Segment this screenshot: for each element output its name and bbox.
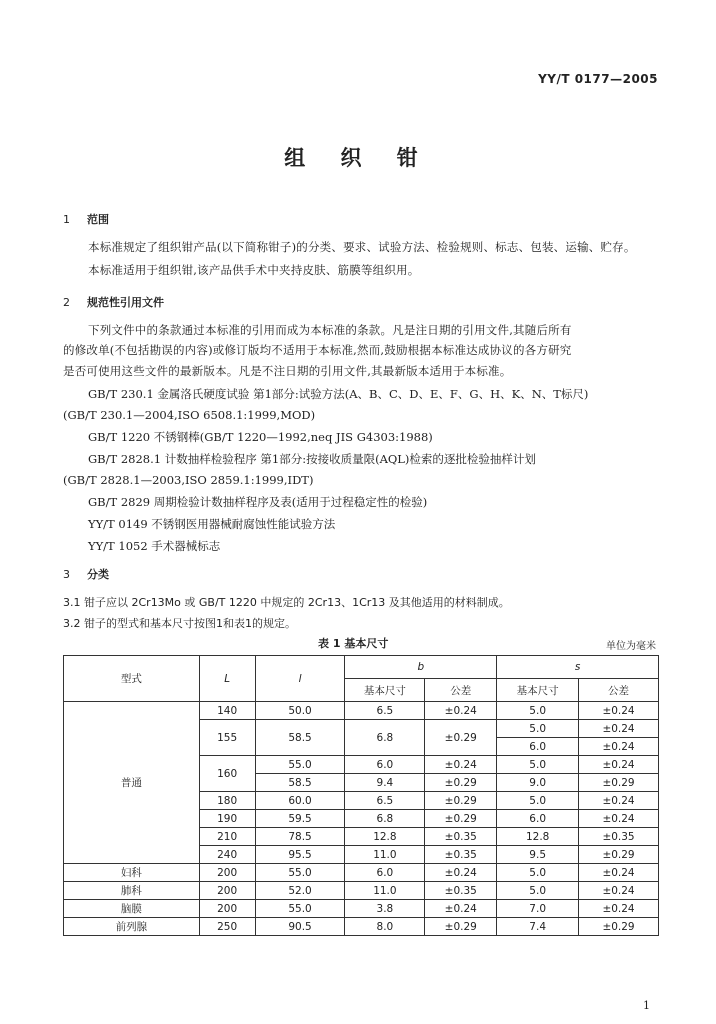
- type-cell: 普通: [64, 702, 200, 864]
- s-tol-cell: ±0.29: [579, 918, 659, 936]
- section-1-para-2: 本标准适用于组织钳,该产品供手术中夹持皮肤、筋膜等组织用。: [88, 263, 420, 277]
- L-cell: 200: [199, 864, 255, 882]
- s-tol-cell: ±0.24: [579, 738, 659, 756]
- s-tol-cell: ±0.24: [579, 864, 659, 882]
- b-tol-cell: ±0.24: [425, 702, 497, 720]
- b-basic-cell: 11.0: [345, 882, 425, 900]
- type-cell: 脑膜: [64, 900, 200, 918]
- section-2-heading: [63, 296, 164, 310]
- section-3-title: 分类: [87, 568, 109, 581]
- l-cell: 58.5: [255, 774, 345, 792]
- reference-item: GB/T 2828.1 计数抽样检验程序 第1部分:按接收质量限(AQL)检索的逐批检验抽样计划: [88, 452, 536, 466]
- b-tol-cell: ±0.35: [425, 882, 497, 900]
- L-cell: 140: [199, 702, 255, 720]
- L-cell: 210: [199, 828, 255, 846]
- clause-3-2: 3.2 钳子的型式和基本尺寸按图1和表1的规定。: [63, 617, 296, 630]
- b-tol-cell: ±0.24: [425, 756, 497, 774]
- l-cell: 55.0: [255, 756, 345, 774]
- b-tol-cell: ±0.35: [425, 846, 497, 864]
- reference-item: (GB/T 2828.1—2003,ISO 2859.1:1999,IDT): [63, 473, 314, 487]
- b-basic-cell: 12.8: [345, 828, 425, 846]
- s-basic-cell: 6.0: [497, 810, 579, 828]
- b-tol-cell: ±0.29: [425, 810, 497, 828]
- L-cell: 200: [199, 900, 255, 918]
- s-basic-cell: 12.8: [497, 828, 579, 846]
- L-cell: 200: [199, 882, 255, 900]
- type-cell: 妇科: [64, 864, 200, 882]
- header-s-basic: 基本尺寸: [497, 679, 579, 702]
- document-title: 组 织 钳: [284, 146, 432, 170]
- b-basic-cell: 8.0: [345, 918, 425, 936]
- s-tol-cell: ±0.29: [579, 774, 659, 792]
- s-basic-cell: 5.0: [497, 702, 579, 720]
- l-cell: 55.0: [255, 864, 345, 882]
- table-row: [64, 900, 659, 918]
- l-cell: 90.5: [255, 918, 345, 936]
- header-L: L: [199, 656, 255, 702]
- header-s-tolerance: 公差: [579, 679, 659, 702]
- s-basic-cell: 5.0: [497, 720, 579, 738]
- s-tol-cell: ±0.35: [579, 828, 659, 846]
- b-basic-cell: 11.0: [345, 846, 425, 864]
- s-tol-cell: ±0.24: [579, 756, 659, 774]
- l-cell: 78.5: [255, 828, 345, 846]
- table-row: [64, 864, 659, 882]
- section-2-title: 规范性引用文件: [87, 296, 164, 309]
- s-basic-cell: 5.0: [497, 756, 579, 774]
- header-b-tolerance: 公差: [425, 679, 497, 702]
- b-tol-cell: ±0.24: [425, 864, 497, 882]
- header-b-basic: 基本尺寸: [345, 679, 425, 702]
- s-basic-cell: 5.0: [497, 882, 579, 900]
- b-tol-cell: ±0.24: [425, 900, 497, 918]
- L-cell: 190: [199, 810, 255, 828]
- reference-item: GB/T 2829 周期检验计数抽样程序及表(适用于过程稳定性的检验): [88, 495, 428, 509]
- l-cell: 50.0: [255, 702, 345, 720]
- header-b: b: [345, 656, 497, 679]
- b-basic-cell: 6.0: [345, 864, 425, 882]
- section-1-number: 1: [63, 213, 70, 226]
- section-2-para-line-1: 下列文件中的条款通过本标准的引用而成为本标准的条款。凡是注日期的引用文件,其随后所有: [88, 323, 572, 337]
- L-cell: 180: [199, 792, 255, 810]
- L-cell: 155: [199, 720, 255, 756]
- s-basic-cell: 9.5: [497, 846, 579, 864]
- b-basic-cell: 3.8: [345, 900, 425, 918]
- table-row: [64, 918, 659, 936]
- section-3-number: 3: [63, 568, 70, 581]
- section-2-para-line-3: 是否可使用这些文件的最新版本。凡是不注日期的引用文件,其最新版本适用于本标准。: [63, 364, 512, 378]
- b-tol-cell: ±0.29: [425, 774, 497, 792]
- section-1-title: 范围: [87, 213, 109, 226]
- basic-dimensions-table: [63, 655, 659, 936]
- l-cell: 59.5: [255, 810, 345, 828]
- header-type: 型式: [64, 656, 200, 702]
- s-tol-cell: ±0.24: [579, 882, 659, 900]
- s-tol-cell: ±0.24: [579, 702, 659, 720]
- b-basic-cell: 9.4: [345, 774, 425, 792]
- s-basic-cell: 7.4: [497, 918, 579, 936]
- b-tol-cell: ±0.29: [425, 792, 497, 810]
- table-row: [64, 882, 659, 900]
- b-basic-cell: 6.8: [345, 810, 425, 828]
- l-cell: 60.0: [255, 792, 345, 810]
- reference-item: YY/T 1052 手术器械标志: [88, 539, 221, 553]
- standard-code: YY/T 0177—2005: [538, 72, 658, 86]
- b-basic-cell: 6.8: [345, 720, 425, 756]
- table-caption: 表 1 基本尺寸: [318, 637, 389, 650]
- table-header-row: [64, 656, 659, 679]
- L-cell: 240: [199, 846, 255, 864]
- L-cell: 160: [199, 756, 255, 792]
- s-tol-cell: ±0.24: [579, 810, 659, 828]
- table-unit: 单位为毫米: [606, 641, 656, 652]
- header-s: s: [497, 656, 659, 679]
- type-cell: 肺科: [64, 882, 200, 900]
- reference-item: GB/T 1220 不锈钢棒(GB/T 1220—1992,neq JIS G4303:1988): [88, 430, 433, 444]
- section-2-number: 2: [63, 296, 70, 309]
- section-1-heading: [63, 213, 109, 227]
- l-cell: 95.5: [255, 846, 345, 864]
- section-3-heading: [63, 568, 109, 582]
- s-basic-cell: 5.0: [497, 864, 579, 882]
- page-number: 1: [643, 999, 650, 1012]
- b-tol-cell: ±0.29: [425, 720, 497, 756]
- b-basic-cell: 6.5: [345, 792, 425, 810]
- section-1-para-1: 本标准规定了组织钳产品(以下简称钳子)的分类、要求、试验方法、检验规则、标志、包装、运输、贮存。: [88, 240, 636, 254]
- l-cell: 55.0: [255, 900, 345, 918]
- s-basic-cell: 7.0: [497, 900, 579, 918]
- reference-item: GB/T 230.1 金属洛氏硬度试验 第1部分:试验方法(A、B、C、D、E、F、G、H、K、N、T标尺): [88, 387, 589, 401]
- s-tol-cell: ±0.29: [579, 846, 659, 864]
- l-cell: 58.5: [255, 720, 345, 756]
- type-cell: 前列腺: [64, 918, 200, 936]
- reference-item: (GB/T 230.1—2004,ISO 6508.1:1999,MOD): [63, 408, 316, 422]
- l-cell: 52.0: [255, 882, 345, 900]
- b-basic-cell: 6.5: [345, 702, 425, 720]
- L-cell: 250: [199, 918, 255, 936]
- s-basic-cell: 6.0: [497, 738, 579, 756]
- b-basic-cell: 6.0: [345, 756, 425, 774]
- table-row: [64, 702, 659, 720]
- s-tol-cell: ±0.24: [579, 792, 659, 810]
- reference-item: YY/T 0149 不锈钢医用器械耐腐蚀性能试验方法: [88, 517, 336, 531]
- b-tol-cell: ±0.29: [425, 918, 497, 936]
- s-tol-cell: ±0.24: [579, 720, 659, 738]
- s-basic-cell: 5.0: [497, 792, 579, 810]
- clause-3-1: 3.1 钳子应以 2Cr13Mo 或 GB/T 1220 中规定的 2Cr13、1Cr13 及其他适用的材料制成。: [63, 596, 510, 609]
- header-l: l: [255, 656, 345, 702]
- section-2-para-line-2: 的修改单(不包括勘误的内容)或修订版均不适用于本标准,然而,鼓励根据本标准达成协议的各方研究: [63, 343, 572, 357]
- s-tol-cell: ±0.24: [579, 900, 659, 918]
- s-basic-cell: 9.0: [497, 774, 579, 792]
- b-tol-cell: ±0.35: [425, 828, 497, 846]
